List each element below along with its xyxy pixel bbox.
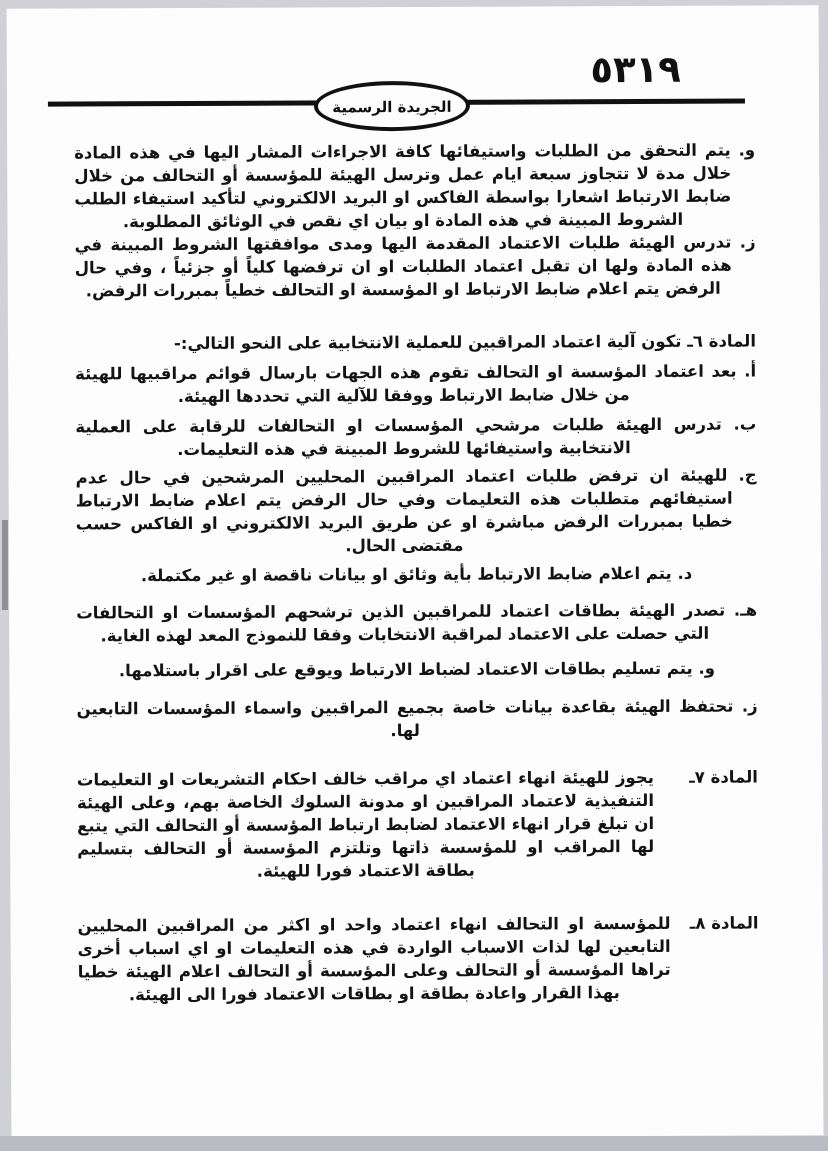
document-body <box>74 139 759 1007</box>
article-6-item-alif: أ. بعد اعتماد المؤسسة او التحالف تقوم هذه الجهات بارسال قوائم مراقبيها للهيئة من خلال ضابط الارتباط ووفقا للآلية التي تحددها الهيئة. <box>75 361 757 407</box>
article-8-label: المادة ٨ـ <box>689 913 759 933</box>
scan-bottom-edge <box>0 1136 828 1151</box>
article-6-item-ha: هـ. تصدر الهيئة بطاقات اعتماد للمراقبين الذين ترشحهم المؤسسات او التحالفات التي حصلت على الاعتماد لمراقبة الانتخابات وفقا للنموذج المعد لهذه الغاية. <box>76 600 758 646</box>
gazette-banner-title: الجريدة الرسمية <box>332 97 452 117</box>
article-6-item-jim: ج. للهيئة ان ترفض طلبات اعتماد المراقبين المحليين المرشحين في حال عدم استيفائهم متطلبات هذه التعليمات وفي حال الرفض يتم اعلام ضابط الارتباط خطيا بمبررات الرفض مباشرة او عن طريق البريد الالكتروني او الفاكس حسب مقتضى الحال. <box>75 465 757 556</box>
clause-waw: و. يتم التحقق من الطلبات واستيفائها كافة الاجراءات المشار اليها في هذه المادة خلال مدة لا تتجاوز سبعة ايام عمل وترسل الهيئة للمؤسسة أو التحالف من خلال ضابط الارتباط اشعارا بواسطة الفاكس او البريد الالكتروني لتأكيد استيفاء الطلب الشروط المبينة في هذه المادة او بيان اي نقص في الوثائق المطلوبة. <box>74 140 756 232</box>
article-6-heading: المادة ٦ـ تكون آلية اعتماد المراقبين للعملية الانتخابية على النحو التالي:- <box>173 331 757 354</box>
article-6-item-zay: ز. تحتفظ الهيئة بقاعدة بيانات خاصة بجميع المراقبين واسماء المؤسسات التابعين لها. <box>76 696 758 741</box>
article-6-item-dal: د. يتم اعلام ضابط الارتباط بأية وثائق او بيانات ناقصة او غير مكتملة. <box>140 563 693 586</box>
article-6-item-ba: ب. تدرس الهيئة طلبات مرشحي المؤسسات او التحالفات للرقابة على العملية الانتخابية واستيفائها للشروط المبينة في هذه التعليمات. <box>75 414 757 460</box>
article-8-text: للمؤسسة او التحالف انهاء اعتماد واحد او اكثر من المراقبين المحليين التابعين لها لذات الاسباب الواردة في هذه التعليمات او اي اسباب أخرى تراها المؤسسة أو التحالف وعلى المؤسسة أو التحالف اعلام الهيئة خطيا بهذا القرار واعادة بطاقة او بطاقات الاعتماد فورا الى الهيئة. <box>77 913 671 1005</box>
article-7 <box>77 766 758 884</box>
scan-edge-artifact <box>2 520 8 610</box>
article-8 <box>77 912 758 1007</box>
clause-zay: ز. تدرس الهيئة طلبات الاعتماد المقدمة اليها ومدى موافقتها الشروط المبينة في هذه المادة ولها ان تقبل اعتماد الطلبات او ان ترفضها كلياً أو جزئياً ، وفي حال الرفض يتم اعلام ضابط الارتباط او المؤسسة او التحالف خطياً بمبررات الرفض. <box>74 232 756 301</box>
gazette-page <box>7 5 824 1139</box>
gazette-banner-oval <box>314 81 470 132</box>
page-number: ٥٣١٩ <box>590 47 681 92</box>
article-7-text: يجوز للهيئة انهاء اعتماد اي مراقب خالف احكام التشريعات او التعليمات التنفيذية لاعتماد المراقبين او مدونة السلوك الخاصة بهم، وعلى الهيئة ان تبلغ قرار انهاء الاعتماد لضابط ارتباط المؤسسة أو التحالف التي يتبع لها المراقب او للمؤسسة ذاتها وتلتزم المؤسسة أو التحالف بتسليم بطاقة الاعتماد فورا للهيئة. <box>76 767 655 881</box>
article-6-item-waw: و. يتم تسليم بطاقات الاعتماد لضباط الارتباط ويوقع على اقرار باستلامها. <box>118 658 716 681</box>
article-7-label: المادة ٧ـ <box>689 767 758 787</box>
